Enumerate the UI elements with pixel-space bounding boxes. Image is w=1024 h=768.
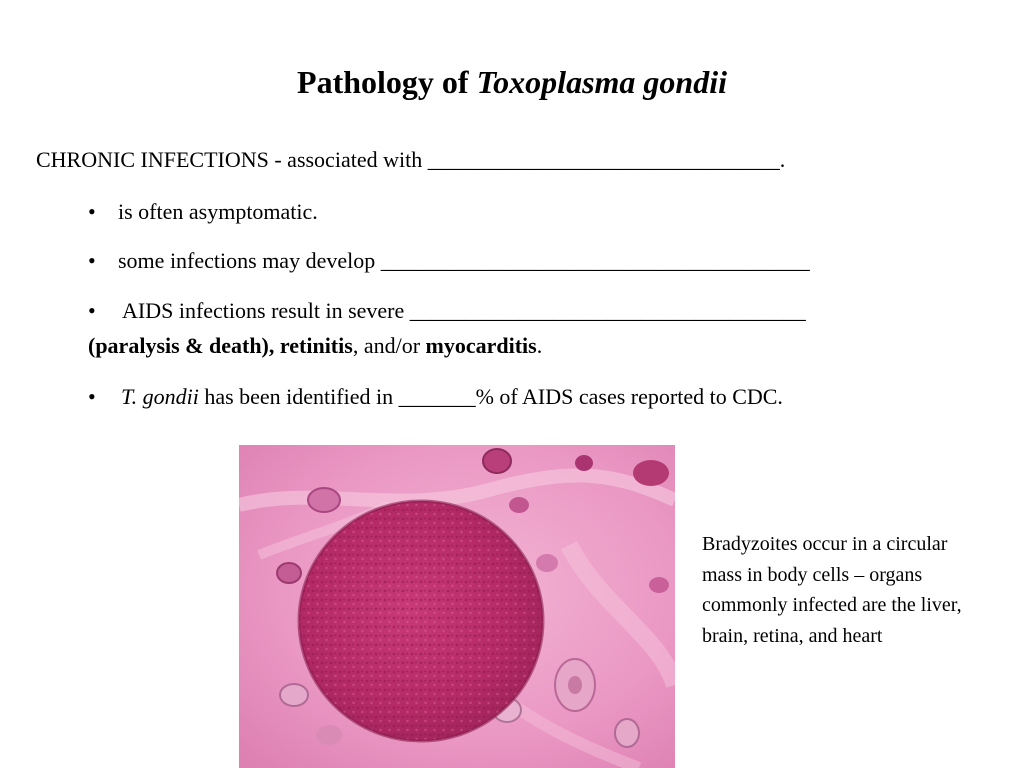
bullet-3 <box>88 297 806 325</box>
bullet-2 <box>88 247 810 275</box>
chronic-infections-heading: CHRONIC INFECTIONS - associated with ________________________________. <box>36 147 786 172</box>
bullet-3-continuation <box>88 332 542 360</box>
micrograph-image <box>239 445 675 768</box>
title-prefix: Pathology of <box>297 64 477 100</box>
slide-title <box>0 62 1024 102</box>
bullet-marker: • <box>88 384 96 409</box>
bullet-4-text: has been identified in _______% of AIDS cases reported to CDC. <box>198 384 783 409</box>
bullet-1-text: is often asymptomatic. <box>118 199 318 224</box>
bold-paralysis-retinitis: (paralysis & death), retinitis <box>88 333 353 358</box>
bullet-marker: • <box>88 248 96 273</box>
bullet-marker: • <box>88 199 96 224</box>
bullet-1 <box>88 198 318 226</box>
bullet-2-text: some infections may develop _______________________________________ <box>118 248 810 273</box>
bold-myocarditis: myocarditis <box>425 333 537 358</box>
bullet-3-text: AIDS infections result in severe ____________________________________ <box>122 298 806 323</box>
bullet-3-and-or: , and/or <box>352 333 426 358</box>
t-gondii-italic: T. gondii <box>121 384 199 409</box>
micrograph-caption: Bradyzoites occur in a circular mass in body cells – organs commonly infected are the liver, brain, retina, and heart <box>702 533 962 647</box>
bullet-4 <box>88 383 783 411</box>
micrograph-svg <box>239 445 675 768</box>
title-italic: Toxoplasma gondii <box>476 64 727 100</box>
bullet-3-period: . <box>536 333 543 358</box>
bullet-marker: • <box>88 298 96 323</box>
